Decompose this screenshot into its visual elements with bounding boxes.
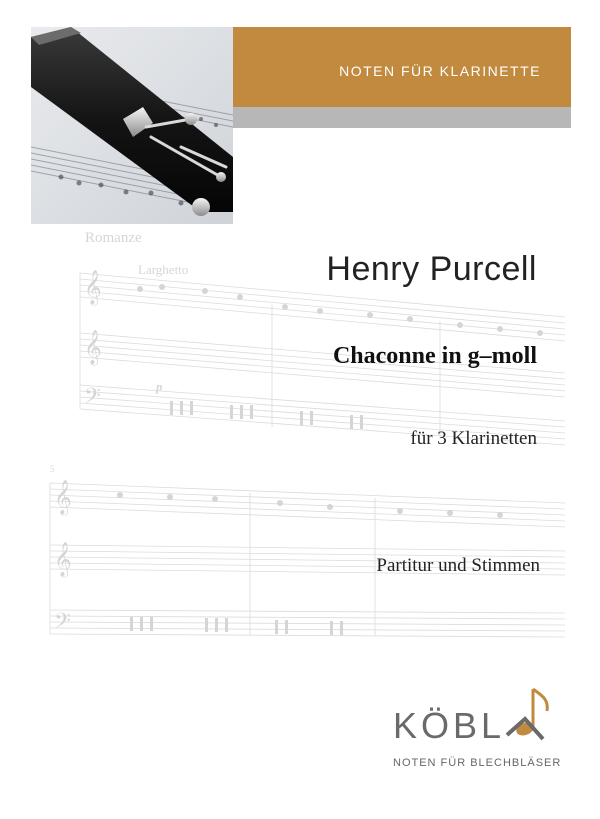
svg-text:𝄞: 𝄞 [84,331,102,364]
score-heading: Romanze [85,230,142,246]
composer-name: Henry Purcell [326,250,537,288]
publisher-name: KÖBL [393,705,506,746]
svg-text:𝄢: 𝄢 [54,609,71,638]
svg-text:𝄢: 𝄢 [84,384,101,413]
header-grey-strip [233,107,571,128]
series-label: NOTEN FÜR KLARINETTE [339,63,541,79]
publisher-tagline: NOTEN FÜR BLECHBLÄSER [393,757,562,769]
svg-text:𝄞: 𝄞 [54,481,72,514]
work-title: Chaconne in g–moll [332,343,537,369]
cover-photo-clarinet [31,27,233,224]
series-header-band [233,27,571,107]
score-measure-number: 5 [50,464,55,474]
svg-text:𝄞: 𝄞 [54,543,72,576]
score-dynamic: p [156,379,163,394]
publisher-logo [393,685,563,775]
svg-text:𝄞: 𝄞 [84,271,102,304]
eighth-note-logo-icon [503,685,553,750]
score-tempo: Larghetto [138,262,189,277]
instrumentation: für 3 Klarinetten [410,428,537,449]
edition-type: Partitur und Stimmen [376,555,540,576]
